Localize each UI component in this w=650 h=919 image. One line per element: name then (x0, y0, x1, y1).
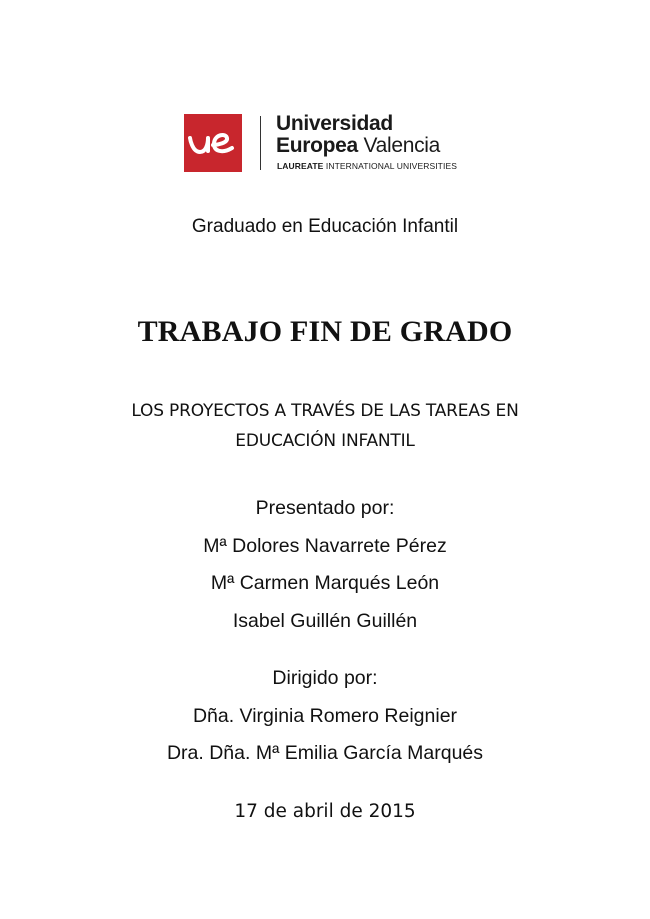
logo-university-name: Universidad (276, 112, 393, 135)
author-name: Mª Dolores Navarrete Pérez (203, 534, 447, 557)
logo-campus-name (276, 134, 440, 158)
logo-campus-bold: Europea (276, 134, 358, 157)
document-title: TRABAJO FIN DE GRADO (137, 315, 513, 348)
subtitle-line: LOS PROYECTOS A TRAVÉS DE LAS TAREAS EN (131, 401, 519, 421)
director-name: Dra. Dña. Mª Emilia García Marqués (166, 742, 484, 764)
authors-block (0, 490, 650, 640)
directors-block (0, 660, 650, 773)
university-logo (184, 112, 484, 172)
director-name: Dña. Virginia Romero Reignier (192, 704, 458, 727)
thesis-subtitle (0, 396, 650, 456)
logo-campus-regular: Valencia (357, 134, 441, 157)
logo-laureate-tagline (277, 161, 457, 171)
directed-by-label: Dirigido por: (272, 667, 378, 689)
author-name: Isabel Guillén Guillén (232, 609, 418, 632)
presented-by-label: Presentado por: (255, 497, 395, 519)
author-name: Mª Carmen Marqués León (210, 572, 440, 594)
subtitle-line: EDUCACIÓN INFANTIL (235, 431, 415, 451)
degree-name: Graduado en Educación Infantil (191, 216, 459, 237)
ue-logo-mark-icon (184, 114, 242, 172)
logo-laureate-bold: LAUREATE (277, 161, 324, 171)
logo-laureate-regular: INTERNATIONAL UNIVERSITIES (323, 161, 457, 171)
logo-divider (260, 116, 261, 170)
submission-date: 17 de abril de 2015 (234, 801, 416, 822)
